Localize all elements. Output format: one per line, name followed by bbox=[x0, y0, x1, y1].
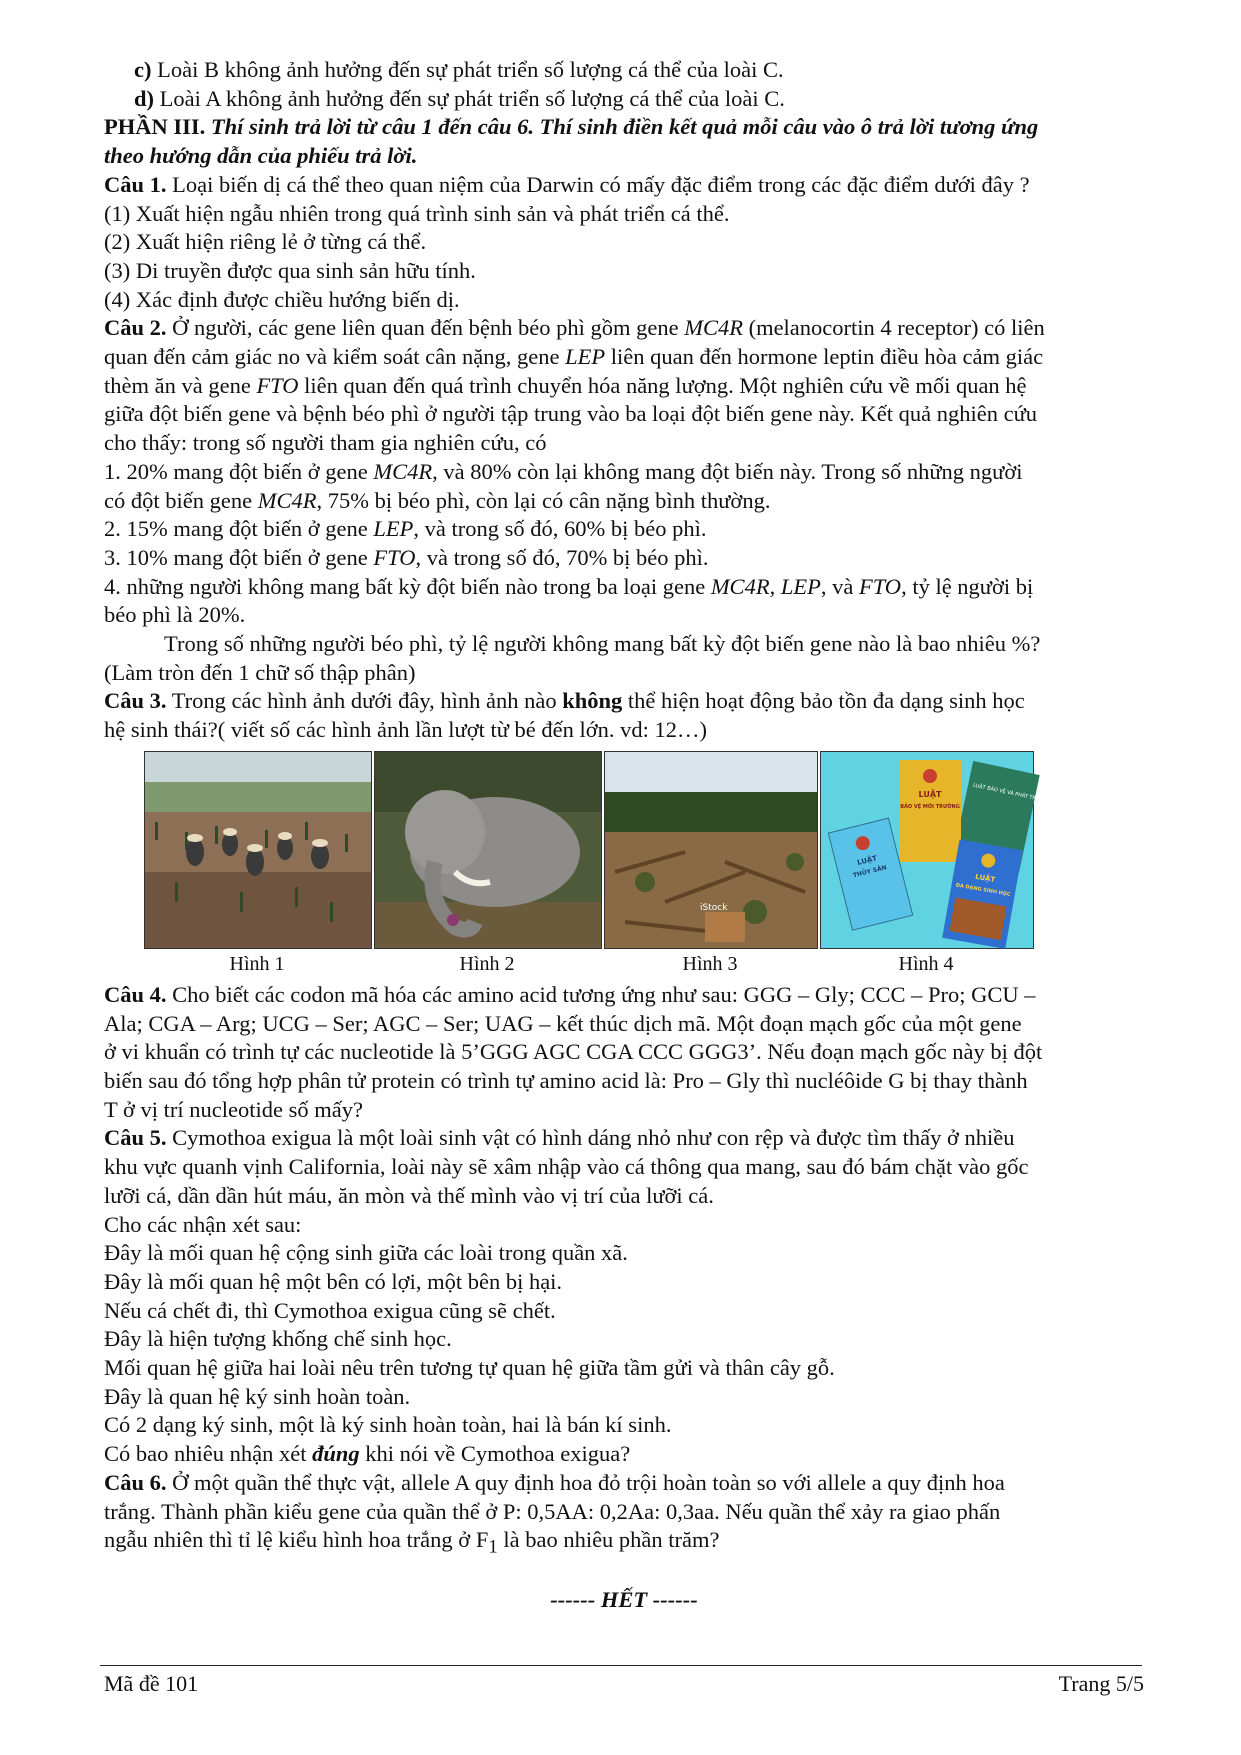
q5-question: Có bao nhiêu nhận xét đúng khi nói về Cymothoa exigua? bbox=[104, 1441, 631, 1467]
figure-1-image bbox=[144, 751, 372, 949]
figure-3-image bbox=[604, 751, 818, 949]
question-1: Câu 1. Loại biến dị cá thể theo quan niệm của Darwin có mấy đặc điểm trong các đặc điểm dưới đây ? bbox=[104, 171, 1030, 197]
question-3: Câu 3. Trong các hình ảnh dưới đây, hình ảnh nào không thể hiện hoạt động bảo tồn đa dạng sinh học bbox=[104, 688, 1025, 714]
watermark-text: iStock bbox=[700, 902, 728, 913]
book-left-word: LUẬT bbox=[856, 854, 878, 867]
figure-1-caption: Hình 1 bbox=[229, 952, 285, 975]
book-left-title: THỦY SẢN bbox=[852, 864, 888, 880]
book-top-title: BẢO VỆ MÔI TRƯỜNG bbox=[900, 803, 960, 810]
q2-point-1: 1. 20% mang đột biến ở gene MC4R, và 80% còn lại không mang đột biến này. Trong số những người bbox=[104, 458, 1023, 484]
part3-instruction: theo hướng dẫn của phiếu trả lời. bbox=[104, 143, 418, 169]
figure-3-caption: Hình 3 bbox=[682, 952, 738, 975]
question-2: Câu 2. Ở người, các gene liên quan đến bệnh béo phì gồm gene MC4R (melanocortin 4 receptor) có liên bbox=[104, 315, 1045, 341]
q2-point-4: 4. những người không mang bất kỳ đột biến nào trong ba loại gene MC4R, LEP, và FTO, tỷ lệ người bị bbox=[104, 573, 1034, 599]
law-books-picture bbox=[821, 752, 1062, 948]
q5-statement: Đây là mối quan hệ một bên có lợi, một bên bị hại. bbox=[104, 1268, 563, 1294]
q1-item: (2) Xuất hiện riêng lẻ ở từng cá thể. bbox=[104, 229, 427, 255]
book-right-word: LUẬT bbox=[974, 872, 996, 884]
page-content bbox=[104, 56, 1144, 1615]
q5-statement: Đây là hiện tượng khống chế sinh học. bbox=[104, 1326, 452, 1352]
figure-2-caption: Hình 2 bbox=[459, 952, 515, 975]
q5-statement: Đây là mối quan hệ cộng sinh giữa các loài trong quần xã. bbox=[104, 1240, 628, 1266]
q2-line: cho thấy: trong số người tham gia nghiên cứu, có bbox=[104, 430, 547, 456]
q5-statement: Nếu cá chết đi, thì Cymothoa exigua cũng sẽ chết. bbox=[104, 1297, 556, 1323]
q2-question: Trong số những người béo phì, tỷ lệ người không mang bất kỳ đột biến gene nào là bao nhiêu %? bbox=[164, 631, 1041, 657]
q2-rounding-note: (Làm tròn đến 1 chữ số thập phân) bbox=[104, 659, 416, 685]
q2-line: quan đến cảm giác no và kiểm soát cân nặng, gene LEP liên quan đến hormone leptin điều hòa cảm giác bbox=[104, 344, 1044, 370]
figure-2-image bbox=[374, 751, 602, 949]
question-6: Câu 6. Ở một quần thể thực vật, allele A quy định hoa đỏ trội hoàn toàn so với allele a quy định hoa bbox=[104, 1469, 1005, 1495]
q3-line: hệ sinh thái?( viết số các hình ảnh lần lượt từ bé đến lớn. vd: 12…) bbox=[104, 717, 708, 743]
q6-line: ngẫu nhiên thì tỉ lệ kiểu hình hoa trắng ở $F_1$ là bao nhiêu phần trăm? bbox=[104, 1527, 720, 1558]
tree-planting-picture bbox=[145, 752, 371, 948]
exam-code: Mã đề 101 bbox=[104, 1671, 199, 1696]
q4-line: ở vi khuẩn có trình tự các nucleotide là 5’GGG AGC CGA CCC GGG3’. Nếu đoạn mạch gốc này bị đột bbox=[104, 1039, 1043, 1065]
q5-line: lưỡi cá, dần dần hút máu, ăn mòn và thế mình vào vị trí của lưỡi cá. bbox=[104, 1182, 714, 1208]
q5-statement: Có 2 dạng ký sinh, một là ký sinh hoàn toàn, hai là bán kí sinh. bbox=[104, 1412, 672, 1438]
page-number: Trang 5/5 bbox=[1058, 1671, 1144, 1696]
q2-point-4-cont: béo phì là 20%. bbox=[104, 602, 246, 628]
q4-line: Ala; CGA – Arg; UCG – Ser; AGC – Ser; UAG – kết thúc dịch mã. Một đoạn mạch gốc của một gene bbox=[104, 1010, 1022, 1036]
q1-item: (3) Di truyền được qua sinh sản hữu tính. bbox=[104, 257, 476, 283]
elephant-picture bbox=[375, 752, 601, 948]
q2-line: giữa đột biến gene và bệnh béo phì ở người tập trung vào ba loại đột biến gene này. Kết quả nghiên cứu bbox=[104, 401, 1038, 427]
q5-line: khu vực quanh vịnh California, loài này sẽ xâm nhập vào cá thông qua mang, sau đó bám chặt vào gốc bbox=[104, 1154, 1029, 1180]
q5-statement: Đây là quan hệ ký sinh hoàn toàn. bbox=[104, 1383, 411, 1409]
question-5: Câu 5. Cymothoa exigua là một loài sinh vật có hình dáng nhỏ như con rệp và được tìm thấy ở nhiều bbox=[104, 1125, 1015, 1151]
q4-line: biến sau đó tổng hợp phân tử protein có trình tự amino acid là: Pro – Gly thì nucléôide G bị thay thành bbox=[104, 1067, 1028, 1093]
part3-heading: PHẦN III. Thí sinh trả lời từ câu 1 đến câu 6. Thí sinh điền kết quả mỗi câu vào ô trả lời tương ứng bbox=[104, 114, 1039, 140]
q4-line: T ở vị trí nucleotide số mấy? bbox=[104, 1096, 363, 1122]
book-top-word: LUẬT bbox=[918, 789, 942, 799]
footer-divider bbox=[100, 1665, 1142, 1666]
option-d: d) Loài A không ảnh hưởng đến sự phát triển số lượng cá thể của loài C. bbox=[134, 85, 785, 111]
book-back-title: LUẬT BẢO VỆ VÀ PHÁT TRIỂN RỪNG bbox=[972, 782, 1062, 807]
book-right-title: ĐA DẠNG SINH HỌC bbox=[955, 882, 1011, 898]
q5-intro: Cho các nhận xét sau: bbox=[104, 1211, 302, 1237]
q2-point-2: 2. 15% mang đột biến ở gene LEP, và trong số đó, 60% bị béo phì. bbox=[104, 516, 707, 542]
q1-item: (4) Xác định được chiều hướng biến dị. bbox=[104, 286, 460, 312]
q2-line: thèm ăn và gene FTO liên quan đến quá trình chuyển hóa năng lượng. Một nghiên cứu về mối quan hệ bbox=[104, 372, 1027, 398]
q1-item: (1) Xuất hiện ngẫu nhiên trong quá trình sinh sản và phát triển cá thể. bbox=[104, 200, 730, 226]
q2-point-1-cont: có đột biến gene MC4R, 75% bị béo phì, còn lại có cân nặng bình thường. bbox=[104, 487, 771, 513]
question-4: Câu 4. Cho biết các codon mã hóa các amino acid tương ứng như sau: GGG – Gly; CCC – Pro; GCU – bbox=[104, 981, 1036, 1007]
end-marker: ------ HẾT ------ bbox=[550, 1587, 698, 1613]
figure-4-image bbox=[820, 751, 1062, 949]
q6-line: trắng. Thành phần kiểu gene của quần thể ở P: 0,5AA: 0,2Aa: 0,3aa. Nếu quần thể xảy ra giao phấn bbox=[104, 1498, 1001, 1524]
figure-4-caption: Hình 4 bbox=[898, 952, 954, 975]
q2-point-3: 3. 10% mang đột biến ở gene FTO, và trong số đó, 70% bị béo phì. bbox=[104, 544, 709, 570]
option-c: c) Loài B không ảnh hưởng đến sự phát triển số lượng cá thể của loài C. bbox=[134, 57, 784, 82]
q5-statement: Mối quan hệ giữa hai loài nêu trên tương tự quan hệ giữa tầm gửi và thân cây gỗ. bbox=[104, 1355, 835, 1381]
figure-row bbox=[144, 751, 1094, 981]
deforestation-picture bbox=[605, 752, 817, 948]
